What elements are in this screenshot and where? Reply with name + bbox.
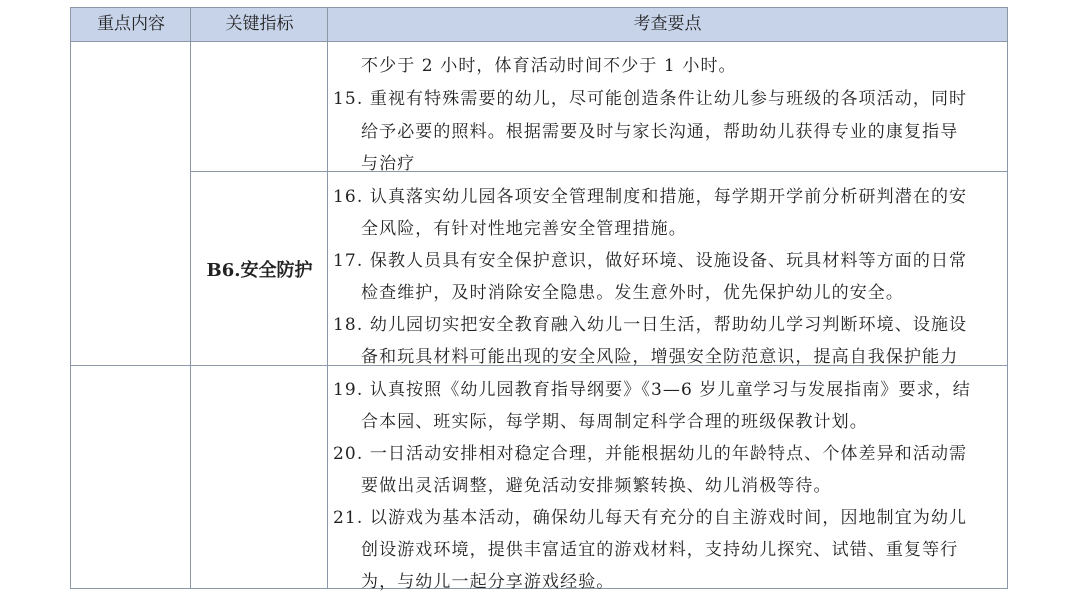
header-key-content: 重点内容 (97, 14, 165, 34)
column-divider (327, 8, 328, 588)
check-point-line: 15. 重视有特殊需要的幼儿，尽可能创造条件让幼儿参与班级的各项活动，同时 (333, 89, 968, 109)
table-header (71, 8, 1007, 42)
check-point-line: 检查维护，及时消除安全隐患。发生意外时，优先保护幼儿的安全。 (361, 283, 904, 303)
header-check-points: 考查要点 (633, 14, 702, 34)
check-point-line: 16. 认真落实幼儿园各项安全管理制度和措施，每学期开学前分析研判潜在的安 (333, 187, 968, 207)
check-point-line: 不少于 2 小时，体育活动时间不少于 1 小时。 (361, 56, 737, 76)
check-point-line: 合本园、班实际，每学期、每周制定科学合理的班级保教计划。 (361, 412, 868, 432)
check-point-line: 备和玩具材料可能出现的安全风险，增强安全防范意识，提高自我保护能力 (361, 347, 959, 367)
check-point-line: 20. 一日活动安排相对稳定合理，并能根据幼儿的年龄特点、个体差异和活动需 (333, 444, 968, 464)
indicator-label: B6.安全防护 (206, 260, 313, 281)
check-point-line: 21. 以游戏为基本活动，确保幼儿每天有充分的自主游戏时间，因地制宜为幼儿 (333, 508, 968, 528)
check-point-line: 18. 幼儿园切实把安全教育融入幼儿一日生活，帮助幼儿学习判断环境、设施设 (333, 315, 968, 335)
check-point-line: 与治疗 (361, 154, 416, 174)
column-divider (190, 8, 191, 588)
check-point-line: 17. 保教人员具有安全保护意识，做好环境、设施设备、玩具材料等方面的日常 (333, 251, 968, 271)
row-divider (191, 171, 1007, 172)
check-point-line: 19. 认真按照《幼儿园教育指导纲要》《3—6 岁儿童学习与发展指南》要求，结 (333, 380, 971, 400)
evaluation-table (70, 7, 1008, 592)
check-point-line: 全风险，有针对性地完善安全管理措施。 (361, 219, 687, 239)
header-key-indicator: 关键指标 (225, 14, 294, 34)
check-point-line: 为，与幼儿一起分享游戏经验。 (361, 572, 615, 592)
check-point-line: 要做出灵活调整，避免活动安排频繁转换、幼儿消极等待。 (361, 476, 832, 496)
check-point-line: 给予必要的照料。根据需要及时与家长沟通，帮助幼儿获得专业的康复指导 (361, 122, 959, 142)
check-point-line: 创设游戏环境，提供丰富适宜的游戏材料，支持幼儿探究、试错、重复等行 (361, 540, 959, 560)
